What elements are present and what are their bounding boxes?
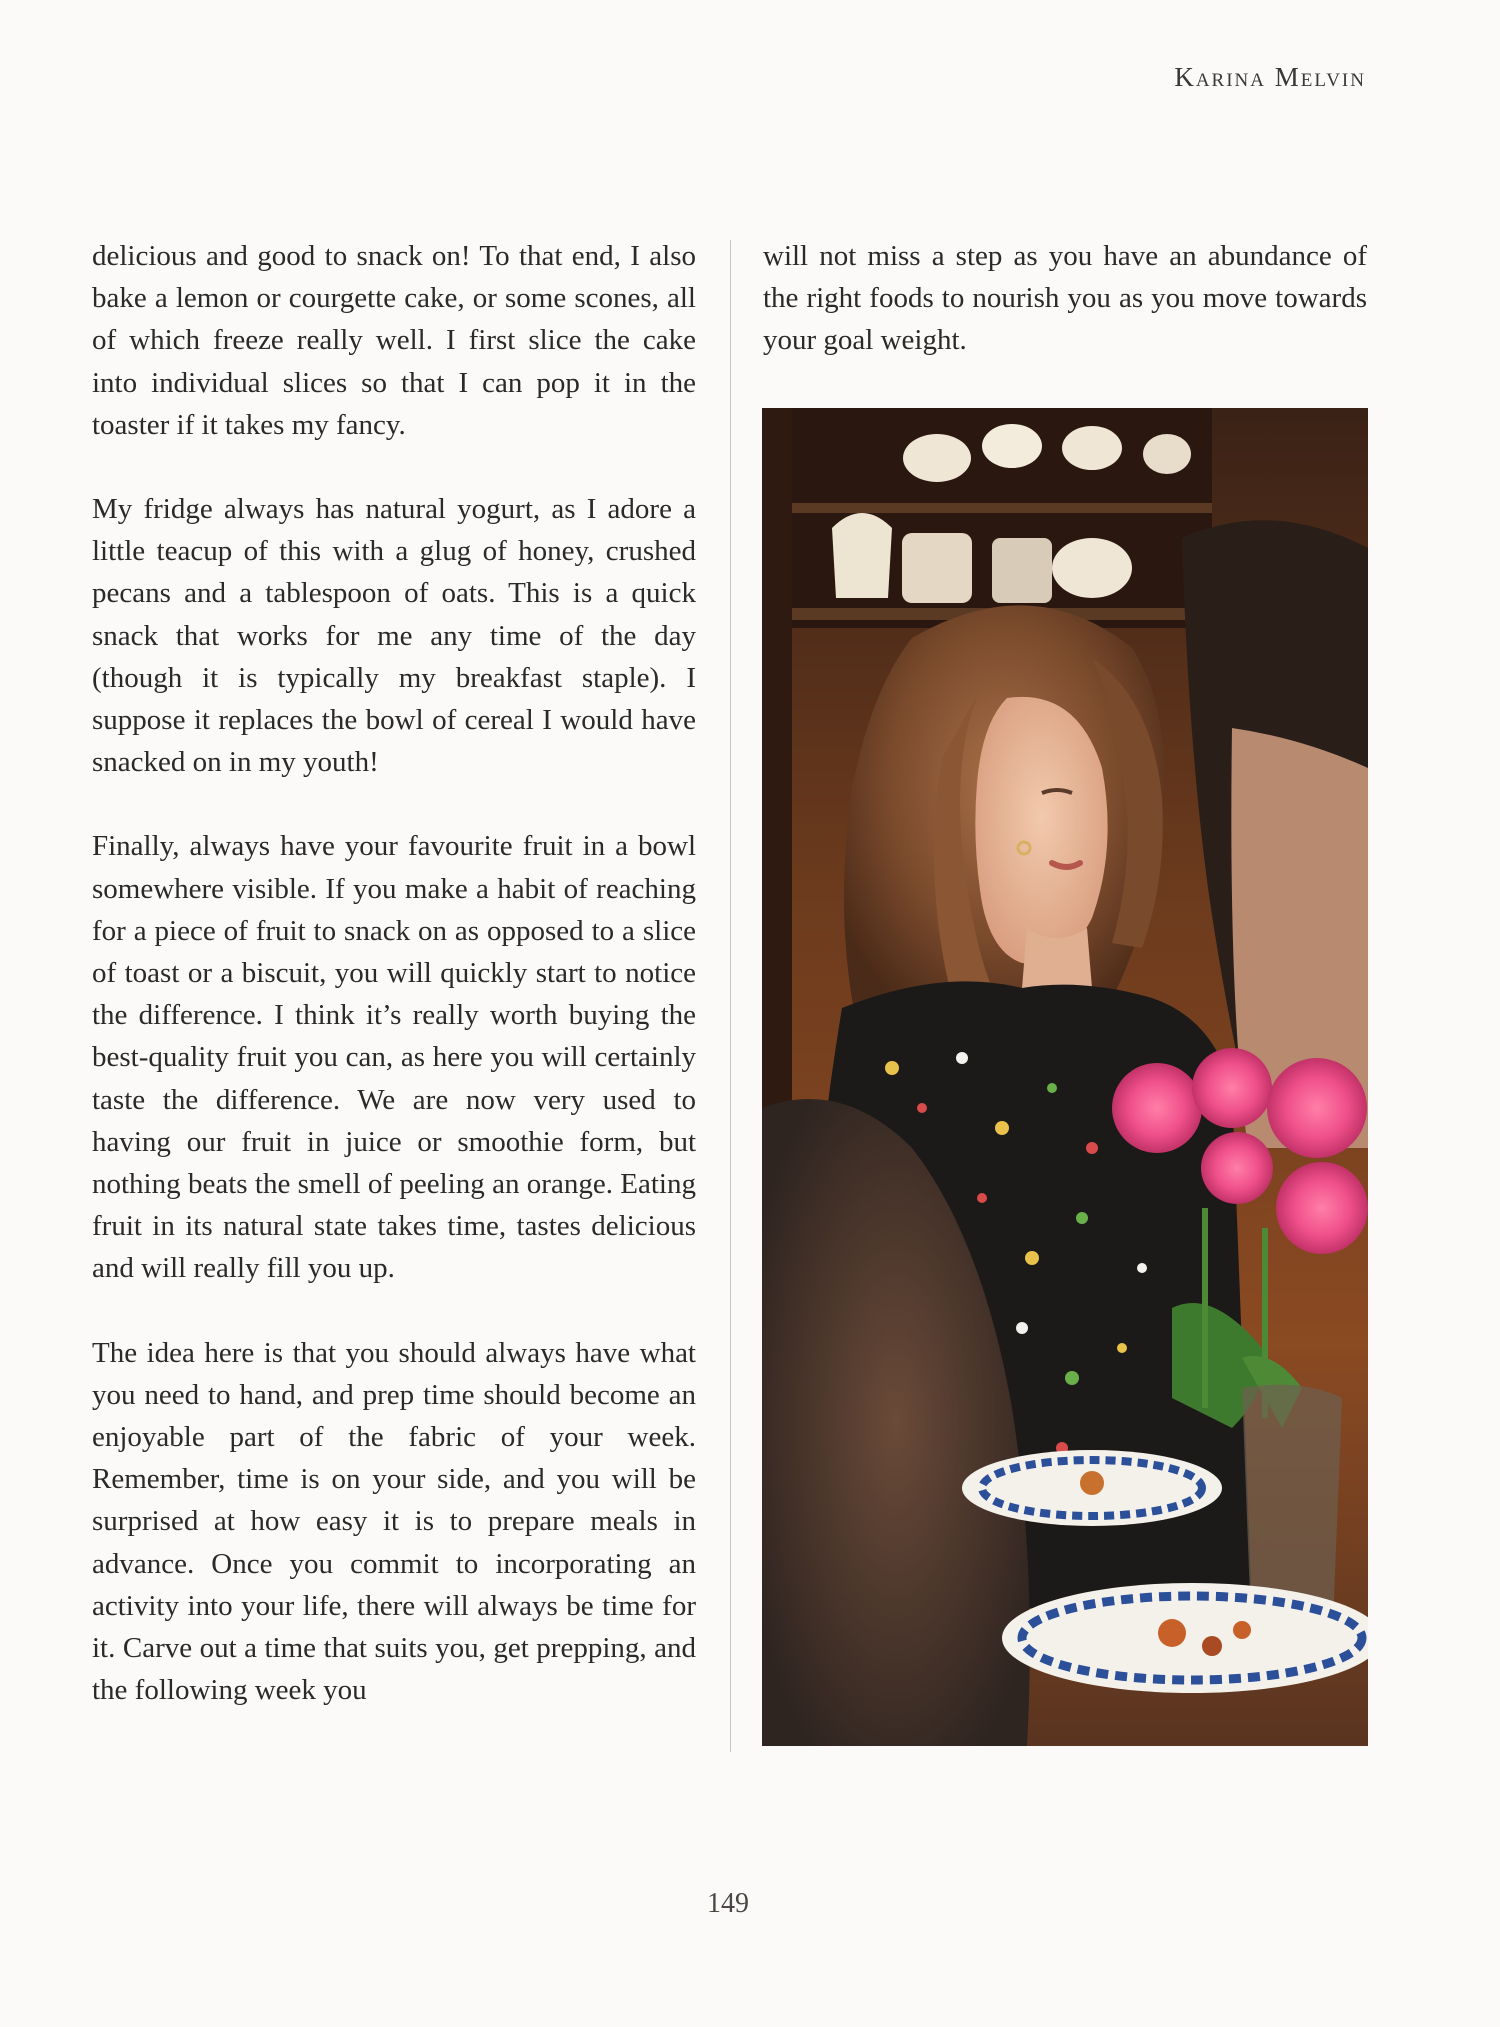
paragraph: My fridge always has natural yogurt, as I adore a little teacup of this with a glug of honey, crushed pecans and a tablespoon of oats. This is a quick snack that works for me any time of the day (though it is typically my breakfast staple). I suppose it replaces the bowl of cereal I would have snacked on in my youth! xyxy=(92,493,696,779)
page-number: 149 xyxy=(707,1888,749,1919)
right-column xyxy=(763,235,1367,362)
paragraph: delicious and good to snack on! To that end, I also bake a lemon or courgette cake, or some scones, all of which freeze really well. I first slice the cake into individual slices so that I can pop it in the toaster if it takes my fancy. xyxy=(92,240,696,441)
left-column xyxy=(92,235,696,1754)
paragraph: will not miss a step as you have an abundance of the right foods to nourish you as you move towards your goal weight. xyxy=(763,240,1367,357)
running-head: Karina Melvin xyxy=(1174,62,1366,92)
paragraph: The idea here is that you should always have what you need to hand, and prep time should become an enjoyable part of the fabric of your week. Remember, time is on your side, and you will be surprised at how easy it is to prepare meals in advance. Once you commit to incorporating an activity into your life, there will always be time for it. Carve out a time that suits you, get prepping, and the following week you xyxy=(92,1336,696,1707)
column-divider xyxy=(730,240,731,1752)
photo-woman-at-dinner-table xyxy=(762,408,1368,1746)
photo-illustration xyxy=(762,408,1368,1746)
paragraph: Finally, always have your favourite fruit in a bowl somewhere visible. If you make a habit of reaching for a piece of fruit to snack on as opposed to a slice of toast or a biscuit, you will quickly start to notice the difference. I think it’s really worth buying the best-quality fruit you can, as here you will certainly taste the difference. We are now very used to having our fruit in juice or smoothie form, but nothing beats the smell of peeling an orange. Eating fruit in its natural state takes time, tastes delicious and will really fill you up. xyxy=(92,830,696,1285)
